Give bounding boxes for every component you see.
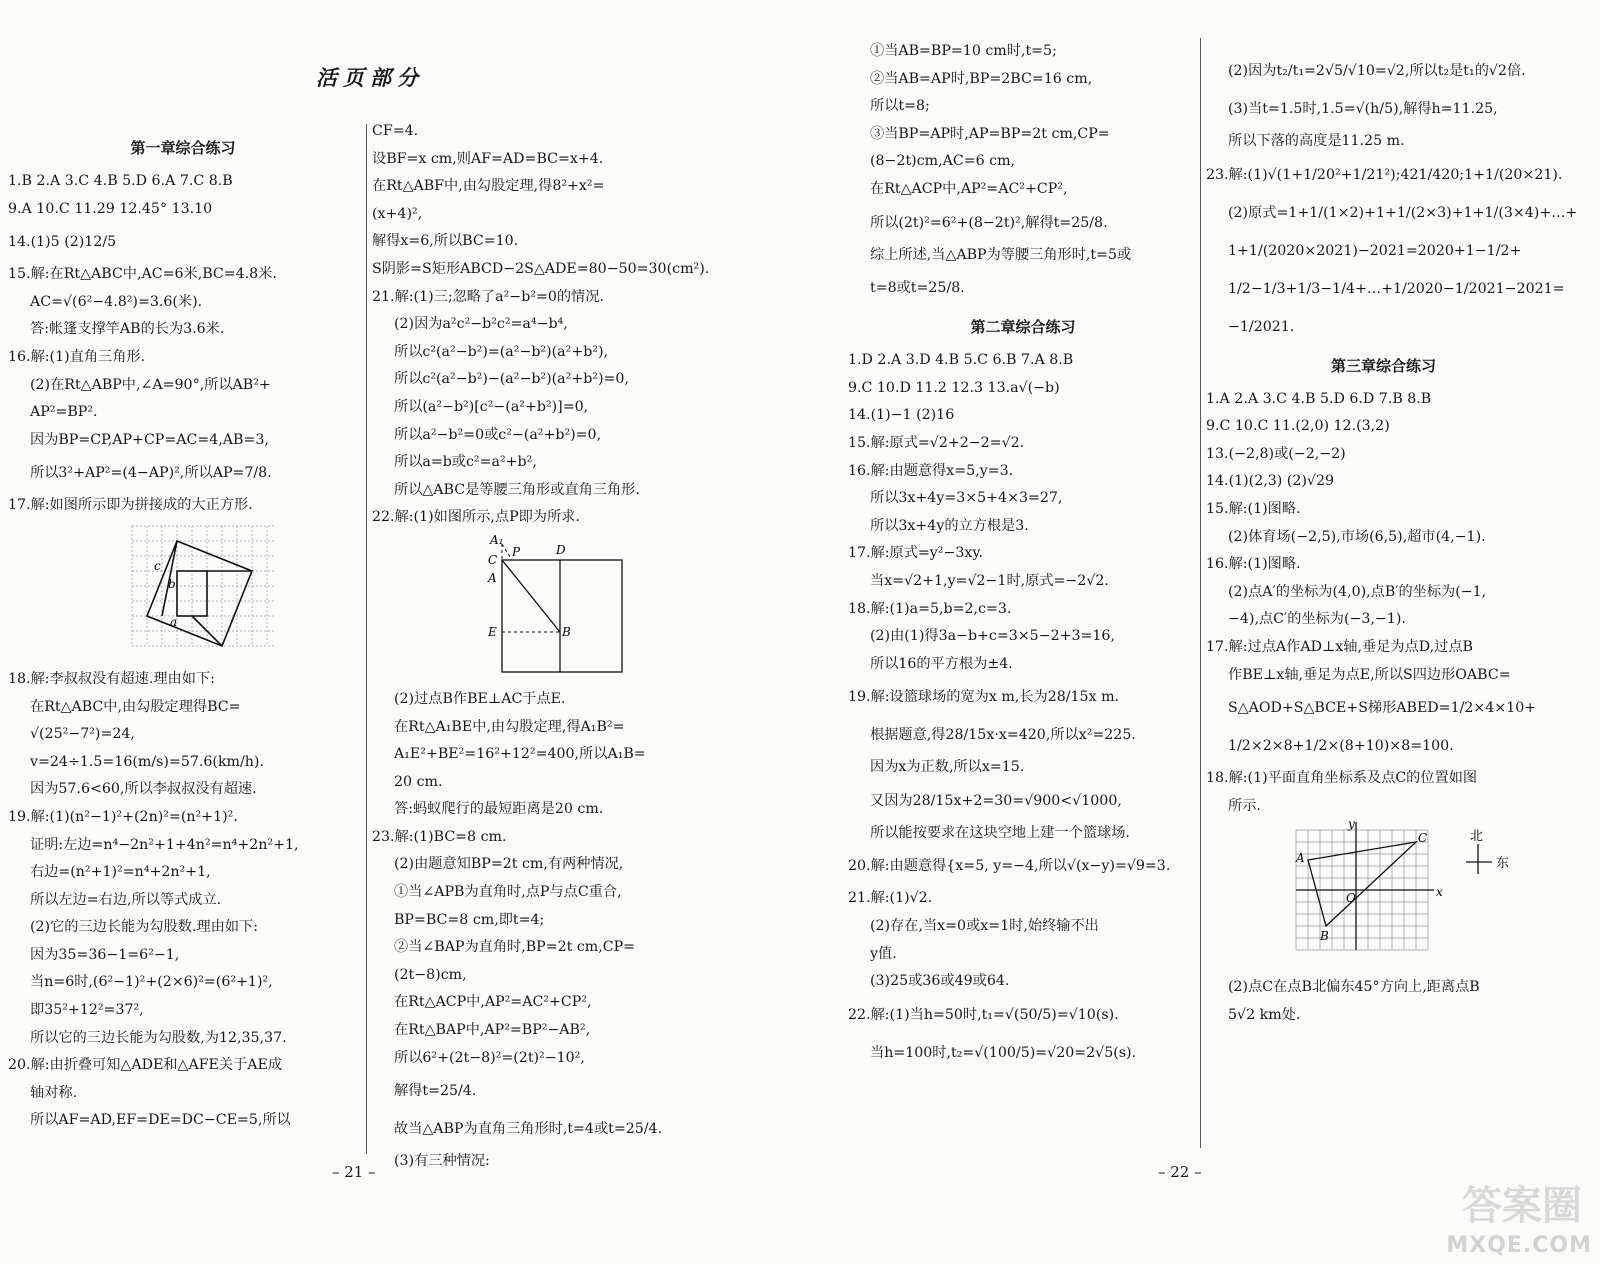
- text-line: 所以a=b或c²=a²+b²,: [394, 454, 537, 471]
- text-line: 1.A 2.A 3.C 4.B 5.D 6.D 7.B 8.B: [1206, 390, 1432, 407]
- text-line: 即35²+12²=37²,: [30, 1002, 144, 1019]
- text-line: 答:蚂蚁爬行的最短距离是20 cm.: [394, 801, 604, 818]
- text-line: (3)当t=1.5时,1.5=√(h/5),解得h=11.25,: [1228, 101, 1498, 117]
- text-line: 故当△ABP为直角三角形时,t=4或t=25/4.: [394, 1121, 663, 1138]
- column-2: [372, 118, 717, 1176]
- text-line: 在Rt△ABC中,由勾股定理得BC=: [30, 698, 241, 715]
- text-line: 在Rt△ACP中,AP²=AC²+CP²,: [394, 994, 592, 1011]
- text-line: t=8或t=25/8.: [870, 280, 965, 297]
- text-line: 又因为28/15x+2=30=√900<√1000,: [870, 792, 1122, 809]
- text-line: 所以t=8;: [870, 98, 930, 115]
- fig2-label-C: C: [488, 552, 498, 567]
- text-line: −1/2021.: [1228, 318, 1295, 335]
- text-line: 综上所述,当△ABP为等腰三角形时,t=5或: [870, 246, 1132, 263]
- text-line: ①当AB=BP=10 cm时,t=5;: [870, 43, 1057, 59]
- section-heading: 第二章综合练习: [970, 318, 1076, 337]
- text-line: 所以能按要求在这块空地上建一个篮球场.: [870, 824, 1130, 841]
- fig2-label-A1: A₁: [490, 532, 504, 547]
- text-line: 所以16的平方根为±4.: [870, 655, 1013, 672]
- text-line: 所以(a²−b²)[c²−(a²+b²)]=0,: [394, 398, 589, 415]
- text-line: 所示.: [1228, 797, 1261, 814]
- text-line: (2)由题意知BP=2t cm,有两种情况,: [394, 856, 624, 873]
- text-line: (2)原式=1+1/(1×2)+1+1/(2×3)+1+1/(3×4)+…+: [1228, 204, 1578, 221]
- text-line: 所以它的三边长能为勾股数,为12,35,37.: [30, 1029, 287, 1046]
- text-line: 所以c²(a²−b²)−(a²−b²)(a²+b²)=0,: [394, 371, 629, 388]
- text-line: 当h=100时,t₂=√(100/5)=√20=2√5(s).: [870, 1044, 1137, 1061]
- text-line: 所以AF=AD,EF=DE=DC−CE=5,所以: [30, 1112, 291, 1129]
- column-4: [1206, 52, 1578, 1030]
- text-line: 14.(1)(2,3) (2)√29: [1206, 473, 1334, 490]
- text-line: AP²=BP².: [30, 404, 98, 421]
- text-line: (2)存在,当x=0或x=1时,始终输不出: [870, 918, 1099, 935]
- text-line: 所以c²(a²−b²)=(a²−b²)(a²+b²),: [394, 343, 609, 360]
- text-line: 因为57.6<60,所以李叔叔没有超速.: [30, 781, 257, 798]
- fig3-label-B: B: [1320, 929, 1329, 944]
- fig2-label-D: D: [556, 542, 566, 557]
- section-heading: 第一章综合练习: [130, 139, 236, 157]
- text-line: v=24÷1.5=16(m/s)=57.6(km/h).: [30, 753, 264, 770]
- text-line: 当x=√2+1,y=√2−1时,原式=−2√2.: [870, 572, 1109, 589]
- text-line: (x+4)²,: [372, 205, 423, 222]
- text-line: (3)25或36或49或64.: [870, 973, 1010, 990]
- text-line: 21.解:(1)√2.: [848, 890, 933, 907]
- text-line: 19.解:设篮球场的宽为x m,长为28/15x m.: [848, 689, 1120, 706]
- text-line: 14.(1)5 (2)12/5: [8, 234, 117, 251]
- text-line: y值.: [870, 945, 897, 962]
- text-line: (2t−8)cm,: [394, 966, 467, 983]
- text-line: 所以a²−b²=0或c²−(a²+b²)=0,: [394, 426, 602, 443]
- text-line: BP=BC=8 cm,即t=4;: [394, 911, 545, 928]
- text-line: 15.解:原式=√2+2−2=√2.: [848, 434, 1025, 451]
- text-line: 在Rt△BAP中,AP²=BP²−AB²,: [394, 1022, 591, 1039]
- text-line: 16.解:(1)图略.: [1206, 556, 1301, 573]
- text-line: 18.解:李叔叔没有超速.理由如下:: [8, 670, 215, 687]
- text-line: 1.D 2.A 3.D 4.B 5.C 6.B 7.A 8.B: [848, 352, 1074, 369]
- text-line: 23.解:(1)BC=8 cm.: [372, 828, 507, 845]
- text-line: 在Rt△ABF中,由勾股定理,得8²+x²=: [372, 178, 605, 195]
- text-line: (2)在Rt△ABP中,∠A=90°,所以AB²+: [30, 376, 271, 393]
- fig2-label-A: A: [488, 570, 497, 585]
- text-line: √(25²−7²)=24,: [30, 726, 135, 743]
- text-line: 13.(−2,8)或(−2,−2): [1206, 445, 1346, 462]
- fig2-label-E: E: [488, 624, 497, 639]
- text-line: 15.解:(1)图略.: [1206, 500, 1301, 517]
- text-line: 设BF=x cm,则AF=AD=BC=x+4.: [372, 150, 604, 167]
- page-number-left: – 21 –: [332, 1163, 376, 1181]
- text-line: 当n=6时,(6²−1)²+(2×6)²=(6²+1)²,: [30, 974, 273, 991]
- text-line: (2)因为t₂/t₁=2√5/√10=√2,所以t₂是t₁的√2倍.: [1228, 63, 1526, 79]
- text-line: (2)点A′的坐标为(4,0),点B′的坐标为(−1,: [1228, 583, 1487, 600]
- fig3-label-C: C: [1418, 831, 1428, 846]
- text-line: (2)由(1)得3a−b+c=3×5−2+3=16,: [870, 628, 1115, 645]
- text-line: (2)因为a²c²−b²c²=a⁴−b⁴,: [394, 316, 568, 333]
- text-line: 所以(2t)²=6²+(8−2t)²,解得t=25/8.: [870, 214, 1108, 231]
- text-line: 22.解:(1)当h=50时,t₁=√(50/5)=√10(s).: [848, 1006, 1119, 1023]
- text-line: 20.解:由题意得{x=5, y=−4,所以√(x−y)=√9=3.: [848, 858, 1171, 875]
- text-line: 作BE⊥x轴,垂足为点E,所以S四边形OABC=: [1228, 666, 1511, 683]
- text-line: 9.C 10.C 11.(2,0) 12.(3,2): [1206, 418, 1390, 435]
- text-line: 1/2×2×8+1/2×(8+10)×8=100.: [1228, 738, 1454, 755]
- fig1-label-b: b: [168, 576, 176, 591]
- text-line: ①当∠APB为直角时,点P与点C重合,: [394, 884, 622, 901]
- figure-coordinate-grid: [1256, 820, 1556, 970]
- text-line: 所以△ABC是等腰三角形或直角三角形.: [394, 481, 640, 498]
- text-line: (3)有三种情况:: [394, 1153, 490, 1170]
- text-line: 所以6²+(2t−8)²=(2t)²−10²,: [394, 1049, 585, 1066]
- section-heading: 第三章综合练习: [1330, 356, 1436, 375]
- text-line: 18.解:(1)平面直角坐标系及点C的位置如图: [1206, 770, 1478, 787]
- page-number-right: – 22 –: [1158, 1163, 1202, 1181]
- text-line: 15.解:在Rt△ABC中,AC=6米,BC=4.8米.: [8, 266, 277, 283]
- watermark-logo-icon: 答案圈: [1462, 1183, 1582, 1229]
- fig3-label-A: A: [1296, 851, 1305, 866]
- text-line: 21.解:(1)三;忽略了a²−b²=0的情况.: [372, 288, 604, 305]
- text-line: 23.解:(1)√(1+1/20²+1/21²);421/420;1+1/(20×21).: [1206, 166, 1563, 183]
- text-line: 因为35=36−1=6²−1,: [30, 946, 180, 963]
- text-line: ②当∠BAP为直角时,BP=2t cm,CP=: [394, 939, 636, 956]
- text-line: 9.A 10.C 11.29 12.45° 13.10: [8, 200, 213, 217]
- watermark: [1446, 1174, 1592, 1258]
- text-line: 所以3²+AP²=(4−AP)²,所以AP=7/8.: [30, 465, 272, 482]
- fig2-label-P: P: [512, 544, 521, 559]
- text-line: 19.解:(1)(n²−1)²+(2n)²=(n²+1)².: [8, 808, 238, 825]
- fig2-label-B: B: [562, 624, 571, 639]
- text-line: 14.(1)−1 (2)16: [848, 407, 955, 424]
- page-title: 活页部分: [316, 66, 424, 90]
- column-3: [848, 38, 1198, 1072]
- text-line: 解得t=25/4.: [394, 1083, 477, 1100]
- text-line: (8−2t)cm,AC=6 cm,: [870, 153, 1016, 170]
- text-line: S△AOD+S△BCE+S梯形ABED=1/2×4×10+: [1228, 700, 1537, 717]
- text-line: 20.解:由折叠可知△ADE和△AFE关于AE成: [8, 1057, 283, 1074]
- text-line: 所以下落的高度是11.25 m.: [1228, 133, 1405, 149]
- text-line: 因为x为正数,所以x=15.: [870, 759, 1025, 776]
- text-line: 右边=(n²+1)²=n⁴+2n²+1,: [30, 864, 211, 881]
- text-line: (2)体育场(−2,5),市场(6,5),超市(4,−1).: [1228, 528, 1486, 545]
- fig3-label-y: y: [1348, 820, 1355, 832]
- column-divider: [366, 124, 367, 1154]
- text-line: 解得x=6,所以BC=10.: [372, 233, 519, 250]
- figure-square-grid: [128, 522, 278, 662]
- text-line: −4),点C′的坐标为(−3,−1).: [1228, 611, 1406, 628]
- fig3-label-O: O: [1346, 891, 1356, 906]
- text-line: 9.C 10.D 11.2 12.3 13.a√(−b): [848, 379, 1060, 396]
- text-line: 18.解:(1)a=5,b=2,c=3.: [848, 600, 1012, 617]
- text-line: 17.解:如图所示即为拼接成的大正方形.: [8, 497, 253, 514]
- text-line: 1+1/(2020×2021)−2021=2020+1−1/2+: [1228, 242, 1522, 259]
- text-line: A₁E²+BE²=16²+12²=400,所以A₁B=: [394, 746, 646, 763]
- text-line: 在Rt△ACP中,AP²=AC²+CP²,: [870, 180, 1068, 197]
- figure-rectangle-path: [482, 532, 642, 682]
- text-line: ②当AB=AP时,BP=2BC=16 cm,: [870, 70, 1093, 87]
- text-line: 20 cm.: [394, 773, 443, 790]
- watermark-site: MXQE.COM: [1446, 1233, 1592, 1258]
- text-line: (2)过点B作BE⊥AC于点E.: [394, 690, 566, 707]
- text-line: 1/2−1/3+1/3−1/4+…+1/2020−1/2021−2021=: [1228, 280, 1565, 297]
- text-line: 16.解:由题意得x=5,y=3.: [848, 462, 1014, 479]
- text-line: 1.B 2.A 3.C 4.B 5.D 6.A 7.C 8.B: [8, 173, 233, 189]
- column-divider: [1200, 38, 1201, 1148]
- text-line: CF=4.: [372, 123, 419, 139]
- fig1-label-c: c: [154, 558, 161, 573]
- fig3-label-north: 北: [1470, 829, 1484, 845]
- fig1-label-a: a: [170, 614, 178, 629]
- text-line: 轴对称.: [30, 1084, 78, 1101]
- text-line: 因为BP=CP,AP+CP=AC=4,AB=3,: [30, 431, 269, 448]
- text-line: 17.解:原式=y²−3xy.: [848, 545, 984, 562]
- text-line: 答:帐篷支撑竿AB的长为3.6米.: [30, 321, 225, 338]
- text-line: 16.解:(1)直角三角形.: [8, 348, 146, 365]
- text-line: 17.解:过点A作AD⊥x轴,垂足为点D,过点B: [1206, 638, 1473, 655]
- column-1: [8, 128, 358, 1135]
- text-line: (2)点C在点B北偏东45°方向上,距离点B: [1228, 979, 1480, 996]
- text-line: S阴影=S矩形ABCD−2S△ADE=80−50=30(cm²).: [372, 260, 710, 277]
- text-line: 所以左边=右边,所以等式成立.: [30, 891, 222, 908]
- fig3-label-x: x: [1436, 885, 1443, 900]
- text-line: 所以3x+4y的立方根是3.: [870, 517, 1029, 534]
- text-line: 所以3x+4y=3×5+4×3=27,: [870, 490, 1063, 507]
- text-line: 证明:左边=n⁴−2n²+1+4n²=n⁴+2n²+1,: [30, 836, 299, 853]
- fig3-label-east: 东: [1496, 856, 1510, 872]
- text-line: 5√2 km处.: [1228, 1006, 1301, 1023]
- text-line: 根据题意,得28/15x·x=420,所以x²=225.: [870, 727, 1136, 744]
- text-line: ③当BP=AP时,AP=BP=2t cm,CP=: [870, 125, 1110, 142]
- text-line: 22.解:(1)如图所示,点P即为所求.: [372, 509, 580, 526]
- text-line: (2)它的三边长能为勾股数.理由如下:: [30, 919, 259, 936]
- text-line: 在Rt△A₁BE中,由勾股定理,得A₁B²=: [394, 718, 625, 735]
- text-line: AC=√(6²−4.8²)=3.6(米).: [30, 293, 203, 310]
